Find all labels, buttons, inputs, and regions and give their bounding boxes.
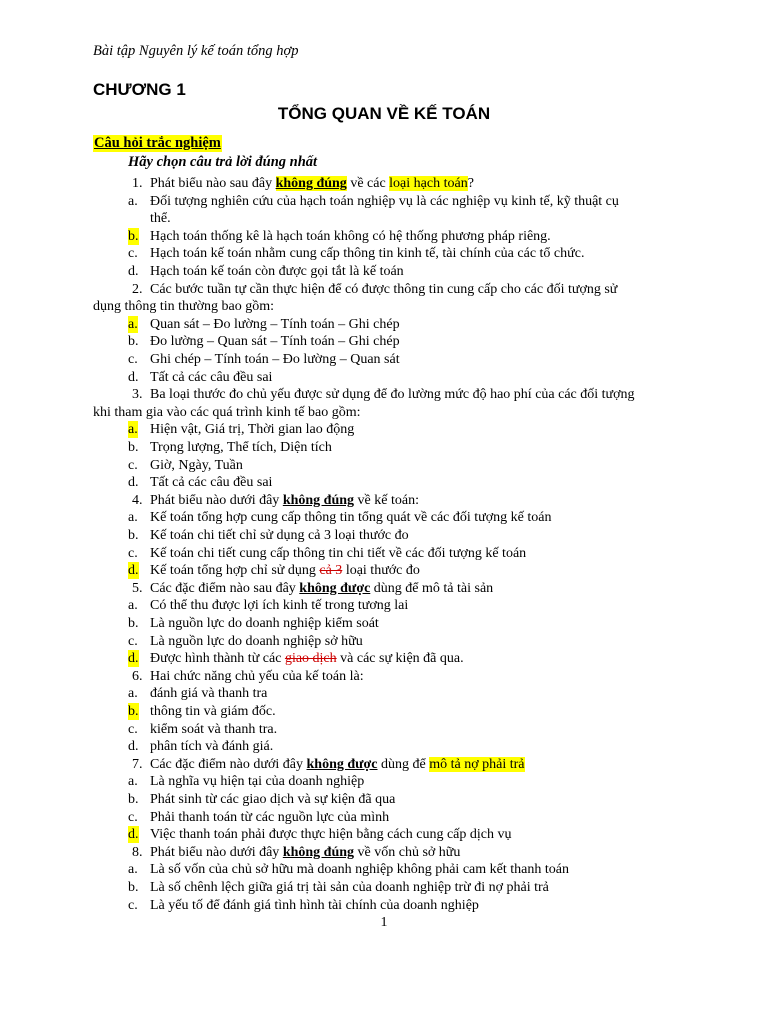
item-text (93, 298, 274, 315)
text-run: Hạch toán thống kê là hạch toán không có hệ thống phương pháp riêng. (150, 228, 551, 244)
question-line (0, 281, 768, 298)
emphasized-text: không đúng (282, 844, 355, 860)
answer-option (0, 597, 768, 614)
answer-option (0, 474, 768, 491)
item-text (150, 193, 619, 210)
item-text (150, 509, 551, 526)
text-run: kiểm soát và thanh tra. (150, 721, 278, 737)
item-label: c. (128, 809, 138, 825)
text-run: Kế toán chi tiết chỉ sử dụng cả 3 loại thước đo (150, 528, 409, 543)
item-label: 3. (132, 387, 143, 403)
text-run: Là nguồn lực do doanh nghiệp sở hữu (150, 633, 363, 649)
item-label: d. (128, 563, 139, 579)
question-line (0, 492, 768, 509)
emphasized-text: cả 3 (319, 563, 343, 579)
item-label: a. (128, 510, 138, 526)
text-run: Kế toán tổng hợp chỉ sử dụng (150, 563, 320, 579)
answer-option (0, 369, 768, 386)
item-text (150, 721, 277, 738)
text-run: Có thể thu được lợi ích kinh tế trong tương lai (150, 598, 409, 614)
item-label: a. (128, 422, 138, 438)
text-run: Quan sát – Đo lường – Tính toán – Ghi chép (150, 316, 400, 332)
item-text (150, 439, 332, 456)
text-run: Phát biểu nào dưới đây (150, 492, 283, 508)
item-label: c. (128, 897, 138, 913)
text-run: và các sự kiện đã qua. (336, 651, 464, 667)
text-run: Tất cả các câu đều sai (150, 475, 273, 491)
answer-option (0, 721, 768, 738)
item-text (150, 703, 276, 720)
text-run: Phát biểu nào sau đây (150, 176, 276, 191)
item-label: b. (128, 704, 139, 719)
answer-option (0, 897, 768, 914)
text-run: Phải thanh toán từ các nguồn lực của mình (150, 809, 390, 825)
answer-option (0, 421, 768, 438)
text-run: Trọng lượng, Thể tích, Diện tích (150, 440, 332, 455)
question-continuation (0, 298, 768, 315)
answer-option (0, 333, 768, 350)
answer-option (0, 703, 768, 720)
item-text (150, 791, 395, 808)
answer-option (0, 791, 768, 808)
item-text (150, 773, 364, 790)
item-label: b. (128, 880, 139, 895)
text-run: Giờ, Ngày, Tuần (150, 457, 243, 473)
text-run: Hạch toán kế toán nhằm cung cấp thông tin kinh tế, tài chính của các tổ chức. (150, 246, 585, 262)
text-run: Phát sinh từ các giao dịch và sự kiện đã qua (150, 792, 396, 807)
item-text (150, 844, 460, 861)
text-run: đánh giá và thanh tra (150, 686, 268, 702)
item-text (150, 633, 363, 650)
item-label: b. (128, 792, 139, 807)
text-run: Tất cả các câu đều sai (150, 369, 273, 385)
text-run: dụng thông tin thường bao gồm: (93, 299, 275, 315)
item-label: b. (128, 228, 139, 244)
item-label: 7. (132, 756, 143, 772)
text-run: Được hình thành từ các (150, 651, 285, 667)
text-run: thông tin và giám đốc. (150, 704, 276, 719)
item-label: a. (128, 316, 138, 332)
item-label: a. (128, 193, 138, 209)
text-run: về vốn chủ sở hữu (354, 844, 461, 860)
item-text (150, 861, 569, 878)
item-text (150, 421, 354, 438)
item-label: 2. (132, 281, 143, 297)
item-label: a. (128, 862, 138, 878)
answer-option (0, 738, 768, 755)
item-text (150, 175, 474, 192)
item-text (150, 562, 420, 579)
question-line (0, 668, 768, 685)
item-text (150, 809, 389, 826)
item-text (150, 457, 243, 474)
answer-option (0, 650, 768, 667)
item-label: c. (128, 633, 138, 649)
item-label: 4. (132, 492, 143, 508)
item-label: d. (128, 651, 139, 667)
item-label: c. (128, 352, 138, 367)
section-instruction: Hãy chọn câu trả lời đúng nhất (128, 154, 318, 170)
emphasized-text: loại hạch toán (389, 176, 468, 191)
text-run: dùng để mô tả tài sản (370, 580, 494, 596)
item-label: c. (128, 457, 138, 473)
item-text (150, 668, 364, 685)
item-text (150, 615, 379, 632)
emphasized-text: không đúng (282, 492, 355, 508)
item-label: a. (128, 774, 138, 790)
item-text (150, 738, 273, 755)
item-text (150, 756, 525, 773)
text-run: về kế toán: (354, 492, 419, 508)
item-text (150, 650, 464, 667)
text-run: loại thước đo (342, 563, 420, 579)
answer-option (0, 210, 768, 227)
answer-option (0, 439, 768, 456)
answer-option (0, 245, 768, 262)
emphasized-text: giao dịch (284, 651, 337, 667)
text-run: Hạch toán kế toán còn được gọi tắt là kế toán (150, 264, 404, 279)
text-run: Hai chức năng chủ yếu của kế toán là: (150, 668, 364, 684)
page-number: 1 (380, 915, 388, 930)
item-text (150, 333, 400, 350)
text-run: Việc thanh toán phải được thực hiện bằng cách cung cấp dịch vụ (150, 827, 512, 843)
item-text (150, 228, 551, 245)
answer-option (0, 545, 768, 562)
text-run: khi tham gia vào các quá trình kinh tế bao gồm: (93, 404, 361, 420)
emphasized-text: không được (299, 580, 371, 596)
item-text (150, 826, 512, 843)
item-text (150, 597, 408, 614)
question-continuation (0, 404, 768, 421)
answer-option (0, 861, 768, 878)
item-text (150, 527, 409, 544)
item-label: 5. (132, 580, 143, 596)
item-label: b. (128, 616, 139, 631)
item-text (150, 263, 404, 280)
question-line (0, 175, 768, 192)
text-run: Là nghĩa vụ hiện tại của doanh nghiệp (150, 774, 365, 790)
emphasized-text: mô tả nợ phải trả (429, 756, 525, 772)
text-run: Các đặc điểm nào sau đây (150, 580, 300, 596)
question-line (0, 844, 768, 861)
item-text (150, 369, 272, 386)
answer-option (0, 615, 768, 632)
item-text (150, 879, 549, 896)
item-text (150, 351, 400, 368)
text-run: Kế toán chi tiết cung cấp thông tin chi tiết về các đối tượng kế toán (150, 545, 527, 561)
text-run: Đo lường – Quan sát – Tính toán – Ghi chép (150, 334, 400, 350)
emphasized-text: không đúng (275, 176, 347, 191)
answer-option (0, 351, 768, 368)
question-line (0, 756, 768, 773)
item-text (150, 316, 400, 333)
answer-option (0, 509, 768, 526)
answer-option (0, 826, 768, 843)
text-run: Hiện vật, Giá trị, Thời gian lao động (150, 422, 355, 438)
emphasized-text: không được (306, 756, 378, 772)
answer-option (0, 562, 768, 579)
answer-option (0, 685, 768, 702)
answer-option (0, 263, 768, 280)
item-label: 1. (132, 176, 143, 191)
text-run: Đối tượng nghiên cứu của hạch toán nghiệp vụ là các nghiệp vụ kinh tế, kỹ thuật cụ (150, 193, 619, 209)
text-run: Kế toán tổng hợp cung cấp thông tin tổng quát về các đối tượng kế toán (150, 510, 552, 526)
item-text (93, 404, 360, 421)
question-line (0, 386, 768, 403)
item-label: b. (128, 440, 139, 455)
item-label: c. (128, 545, 138, 561)
text-run: Ba loại thước đo chủ yếu được sử dụng để đo lường mức độ hao phí của các đối tượng (150, 387, 635, 403)
item-text (150, 492, 419, 509)
item-text (150, 685, 267, 702)
question-line (0, 580, 768, 597)
item-text (150, 245, 584, 262)
item-text (150, 281, 617, 298)
item-label: 8. (132, 844, 143, 860)
text-run: Là nguồn lực do doanh nghiệp kiểm soát (150, 616, 379, 631)
item-label: a. (128, 686, 138, 702)
item-text (150, 386, 635, 403)
text-run: Các bước tuần tự cần thực hiện để có được thông tin cung cấp cho các đối tượng sử (150, 281, 618, 297)
chapter-label: CHƯƠNG 1 (93, 80, 186, 99)
text-run: ? (467, 176, 474, 191)
text-run: Là số chênh lệch giữa giá trị tài sản của doanh nghiệp trừ đi nợ phải trả (150, 880, 549, 895)
answer-option (0, 773, 768, 790)
item-text (150, 580, 493, 597)
item-text (150, 210, 171, 227)
item-label: 6. (132, 668, 143, 684)
item-text (150, 545, 526, 562)
text-run: dùng để (377, 756, 430, 772)
item-label: b. (128, 528, 139, 543)
text-run: Các đặc điểm nào dưới đây (150, 756, 307, 772)
answer-option (0, 193, 768, 210)
text-run: Phát biểu nào dưới đây (150, 844, 283, 860)
item-label: d. (128, 369, 139, 385)
answer-option (0, 316, 768, 333)
item-label: a. (128, 598, 138, 614)
item-label: d. (128, 264, 139, 279)
item-text (150, 474, 272, 491)
item-label: c. (128, 721, 138, 737)
text-run: thể. (150, 211, 171, 227)
answer-option (0, 633, 768, 650)
answer-option (0, 879, 768, 896)
running-header: Bài tập Nguyên lý kế toán tổng hợp (93, 43, 299, 59)
item-label: d. (128, 739, 139, 755)
answer-option (0, 457, 768, 474)
chapter-title: TỔNG QUAN VỀ KẾ TOÁN (277, 104, 491, 123)
answer-option (0, 527, 768, 544)
text-run: Là yếu tố để đánh giá tình hình tài chính của doanh nghiệp (150, 897, 479, 913)
item-label: d. (128, 475, 139, 491)
item-text (150, 897, 479, 914)
answer-option (0, 228, 768, 245)
text-run: Là số vốn của chủ sở hữu mà doanh nghiệp không phải cam kết thanh toán (150, 862, 569, 878)
text-run: Ghi chép – Tính toán – Đo lường – Quan sát (150, 352, 400, 367)
answer-option (0, 809, 768, 826)
item-label: b. (128, 334, 139, 350)
section-heading: Câu hỏi trắc nghiệm (94, 135, 221, 151)
text-run: phân tích và đánh giá. (150, 739, 274, 755)
text-run: về các (346, 176, 390, 191)
item-label: d. (128, 827, 139, 843)
item-label: c. (128, 246, 138, 262)
